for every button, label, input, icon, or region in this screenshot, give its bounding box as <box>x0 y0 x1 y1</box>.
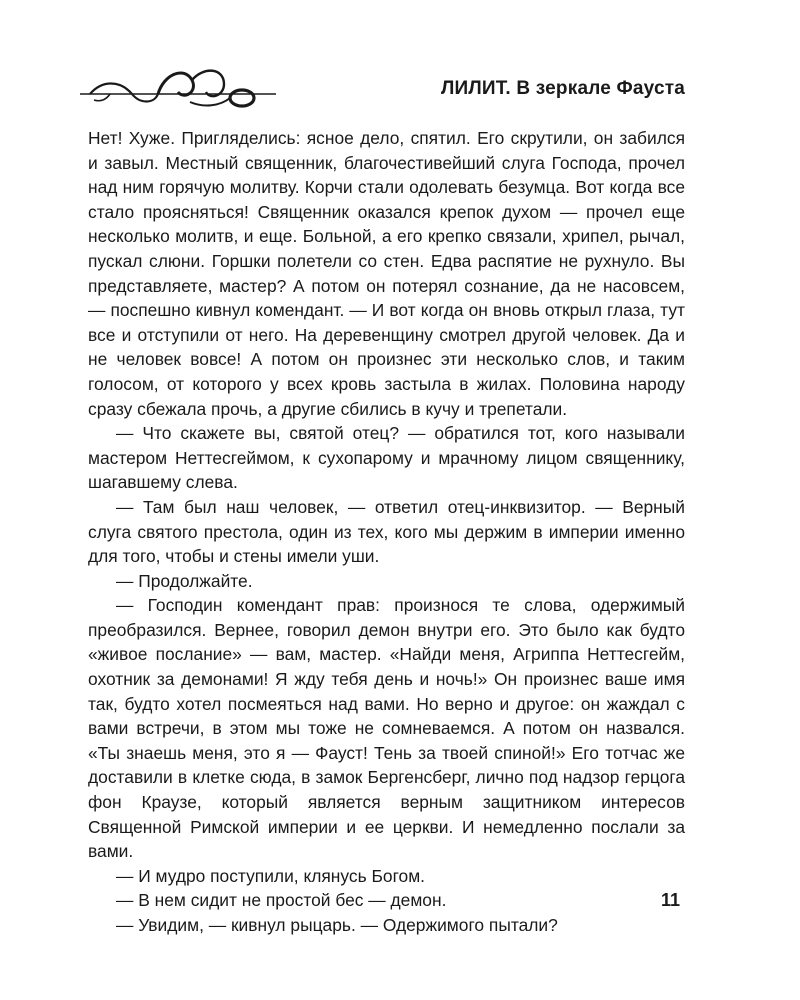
paragraph: Нет! Хуже. Пригляделись: ясное дело, спятил. Его скрутили, он забился и завыл. Местный священник, благочестивейший слуга Господа, прочел над ним горячую молитву. Корчи стали одолевать безумца. Вот когда все стало проясняться! Священник оказался крепок духом — прочел еще несколько молитв, и еще. Больной, а его крепко связали, хрипел, рычал, пускал слюни. Горшки полетели со стен. Едва распятие не рухнуло. Вы представляете, мастер? А потом он потерял сознание, да не насовсем, — поспешно кивнул комендант. — И вот когда он вновь открыл глаза, тут все и отступили от него. На деревенщину смотрел другой человек. Да и не человек вовсе! А потом он произнес эти несколько слов, и таким голосом, от которого у всех кровь застыла в жилах. Половина народу сразу сбежала прочь, а другие сбились в кучу и трепетали. <box>88 128 685 419</box>
paragraph: — Что скажете вы, святой отец? — обратился тот, кого называли мастером Неттесгеймом, к сухопарому и мрачному лицом священнику, шагавшему слева. <box>88 423 685 493</box>
body-text <box>88 126 685 938</box>
paragraph: — В нем сидит не простой бес — демон. <box>116 890 447 911</box>
paragraph: — И мудро поступили, клянусь Богом. <box>116 865 426 886</box>
running-title: ЛИЛИТ. В зеркале Фауста <box>440 78 685 99</box>
paragraph: — Там был наш человек, — ответил отец-инквизитор. — Верный слуга святого престола, один из тех, кого мы держим в империи именно для того, чтобы и стены имели уши. <box>88 496 685 567</box>
page-number: 11 <box>660 890 680 910</box>
swirl-ornament-icon <box>80 60 280 116</box>
paragraph: — Продолжайте. <box>116 570 253 591</box>
paragraph: — Господин комендант прав: произнося те слова, одержимый преобразился. Вернее, говорил демон внутри его. Это было как будто «живое послание» — вам, мастер. «Найди меня, Агриппа Неттесгейм, охотник за демонами! Я жду тебя день и ночь!» Он произнес ваше имя так, будто хотел посмеяться над вами. Но верно и другое: он жаждал с вами встречи, в этом мы тоже не сомневаемся. А потом он назвался. «Ты знаешь меня, это я — Фауст! Тень за твоей спиной!» Его тотчас же доставили в клетке сюда, в замок Бергенсберг, лично под надзор герцога фон Краузе, который является верным защитником интересов Священной Римской империи и ее церкви. И немедленно послали за вами. <box>88 595 685 862</box>
page-header <box>80 60 685 116</box>
paragraph: — Увидим, — кивнул рыцарь. — Одержимого пытали? <box>116 915 558 935</box>
